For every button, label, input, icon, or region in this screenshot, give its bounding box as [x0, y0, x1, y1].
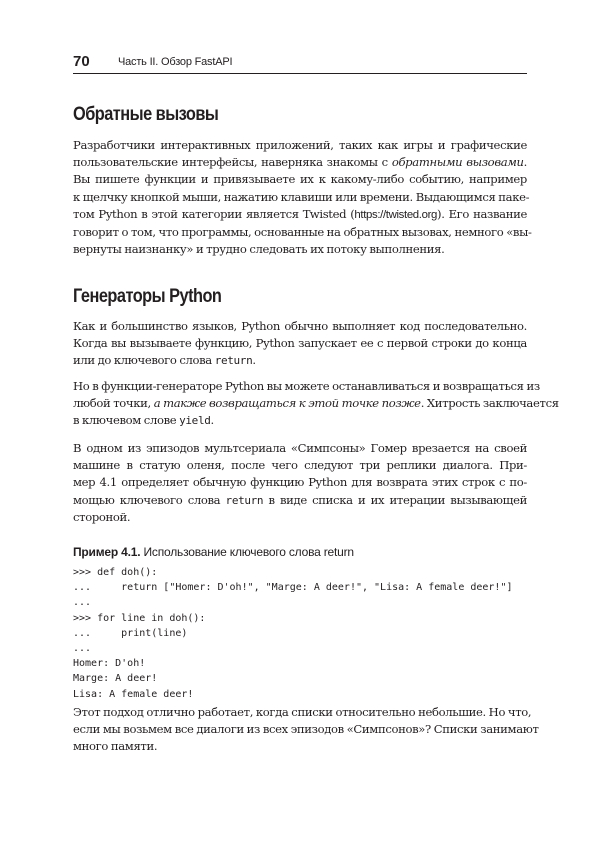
text-line: том Python в этой категории является Twisted (https://twisted.org). Его название [73, 206, 527, 221]
emphasis: а также возвращаться к этой точке позже [153, 396, 421, 411]
emphasis: обратными вызовами [391, 155, 524, 170]
section-title-callbacks: Обратные вызовы [73, 104, 219, 125]
code-listing: >>> def doh(): ... return ["Homer: D'oh!", "Marge: A deer!", "Lisa: A female deer!"] ... >>> for line in doh(): ... print(line) ... Homer: D'oh! Marge: A deer! Lisa: A female deer! [73, 567, 513, 700]
paragraph-generators-1 [73, 318, 527, 370]
paragraph-callbacks [73, 137, 532, 258]
text-line: В одном из эпизодов мультсериала «Симпсоны» Гомер врезается на своей [73, 441, 527, 455]
example-caption [73, 545, 354, 559]
text-line: много памяти. [73, 739, 158, 754]
text-line: Вы пишете функции и привязываете их к какому-либо событию, например [73, 172, 527, 187]
text-line: говорит о том, что программы, основанные на обратных вызовах, немного «вы- [73, 225, 532, 240]
text-line: если мы возьмем все диалоги из всех эпизодов «Симпсонов»? Списки занимают [73, 722, 539, 737]
paragraph-generators-2 [73, 378, 559, 430]
text-line: любой точки, а также возвращаться к этой точке позже. Хитрость заключается [73, 396, 559, 411]
text-line: мер 4.1 определяет обычную функцию Python для возврата этих строк с по- [73, 475, 527, 490]
text-line: к щелчку кнопкой мыши, нажатию клавиши или времени. Выдающимся паке- [73, 189, 530, 204]
code-keyword: return [225, 493, 264, 507]
text-line: Разработчики интерактивных приложений, таких как игры и графические [73, 138, 527, 152]
text-line: машине в статую оленя, после чего следуют три реплики диалога. При- [73, 458, 527, 473]
code-keyword: yield [179, 414, 211, 428]
text-line: мощью ключевого слова return в виде списка и их итерации вызывающей [73, 492, 527, 507]
text-line: пользовательские интерфейсы, наверняка знакомы с обратными вызовами. [73, 155, 527, 170]
url-link[interactable]: https://twisted.org [354, 208, 438, 221]
example-label: Пример 4.1. [73, 545, 141, 559]
text-line: вернуты наизнанку» и трудно следовать их потоку выполнения. [73, 242, 445, 257]
text-line: Этот подход отлично работает, когда списки относительно небольшие. Но что, [73, 705, 532, 719]
text-line: Когда вы вызываете функцию, Python запускает ее с первой строки до конца [73, 336, 527, 351]
text-line: стороной. [73, 509, 131, 524]
page-header [73, 51, 527, 74]
text-line: Но в функции-генераторе Python вы можете останавливаться и возвращаться из [73, 379, 540, 393]
page-number: 70 [73, 53, 90, 70]
code-keyword: return [214, 354, 253, 368]
text-line: Как и большинство языков, Python обычно выполняет код последовательно. [73, 319, 527, 333]
text-line: или до ключевого слова return. [73, 353, 256, 368]
paragraph-generators-3 [73, 440, 527, 526]
text-line: в ключевом слове yield. [73, 413, 214, 428]
running-head: Часть II. Обзор FastAPI [118, 56, 233, 68]
example-caption-text: Использование ключевого слова return [140, 545, 354, 559]
paragraph-generators-4 [73, 704, 539, 756]
section-title-generators: Генераторы Python [73, 286, 222, 307]
